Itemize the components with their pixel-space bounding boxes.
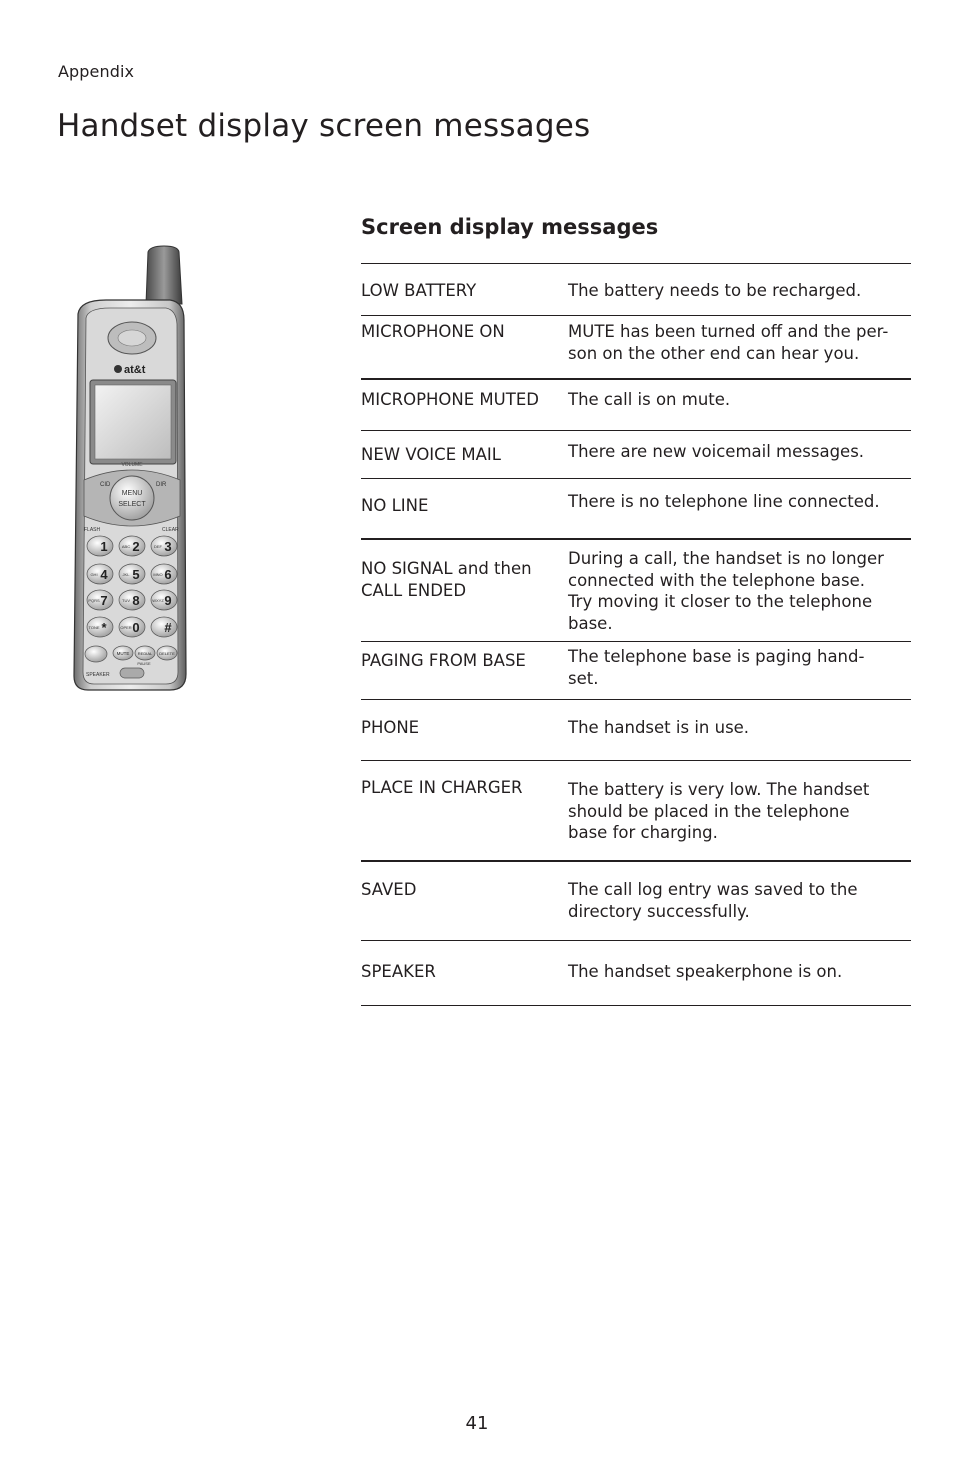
message-term: MICROPHONE ON (361, 322, 505, 341)
message-term: PLACE IN CHARGER (361, 778, 523, 797)
keypad-digit: * (101, 620, 107, 635)
keypad-letters: TONE (88, 625, 100, 630)
keypad-letters: GHI (90, 572, 98, 577)
brand-logo: at&t (124, 364, 146, 376)
antenna (146, 246, 182, 304)
message-description: The battery is very low. The handset should be placed in the telephone base for charging. (568, 780, 870, 842)
message-description: During a call, the handset is no longer connected with the telephone base. Try moving it closer to the telephone base. (568, 549, 884, 633)
page-title: Handset display screen messages (57, 108, 591, 144)
keypad-digit: 8 (132, 593, 140, 608)
table-row (361, 264, 911, 316)
svg-text:PAUSE: PAUSE (137, 661, 151, 666)
keypad-digit: 2 (132, 539, 140, 554)
keypad-digit: 1 (100, 539, 108, 554)
table-row (361, 642, 911, 700)
message-term: PAGING FROM BASE (361, 651, 526, 670)
table-row (361, 479, 911, 540)
keypad-letters: PQRS (88, 598, 100, 603)
svg-text:REDIAL: REDIAL (137, 651, 153, 656)
svg-text:CID: CID (100, 482, 111, 488)
messages-table (361, 263, 911, 1006)
keypad-digit: 4 (100, 567, 108, 582)
keypad-digit: # (164, 620, 172, 635)
message-term: PHONE (361, 718, 420, 737)
message-description: There is no telephone line connected. (568, 492, 880, 511)
svg-text:SELECT: SELECT (118, 501, 146, 508)
message-term: NEW VOICE MAIL (361, 445, 501, 464)
message-description: The handset speakerphone is on. (568, 962, 843, 981)
keypad-letters: OPER (120, 625, 132, 630)
speaker-key (85, 646, 107, 662)
svg-text:MUTE: MUTE (116, 651, 130, 656)
svg-text:DIR: DIR (156, 482, 167, 488)
message-term: MICROPHONE MUTED (361, 390, 539, 409)
message-term: SPEAKER (361, 962, 436, 981)
keypad-letters: JKL (122, 572, 130, 577)
table-row (361, 700, 911, 761)
svg-text:CLEAR: CLEAR (162, 527, 179, 533)
menu-select-button (110, 476, 154, 520)
keypad-digit: 3 (164, 539, 172, 554)
table-row (361, 761, 911, 862)
keypad-letters: MNO (153, 572, 163, 577)
message-description: The call is on mute. (568, 390, 731, 409)
svg-text:FLASH: FLASH (84, 527, 101, 533)
keypad-letters: ABC (121, 544, 131, 549)
message-description: MUTE has been turned off and the per- son on the other end can hear you. (568, 322, 889, 363)
page-number: 41 (465, 1413, 489, 1434)
keypad-digit: 5 (132, 567, 140, 582)
svg-text:MENU: MENU (121, 490, 143, 497)
table-row (361, 316, 911, 380)
section-label: Appendix (58, 62, 135, 81)
keypad-digit: 9 (164, 593, 172, 608)
message-term: SAVED (361, 880, 417, 899)
microphone-grill (120, 668, 144, 678)
table-row (361, 380, 911, 431)
message-term: NO SIGNAL and then CALL ENDED (361, 559, 532, 600)
keypad-digit: 7 (100, 593, 108, 608)
svg-text:VOLUME: VOLUME (121, 462, 143, 468)
message-description: The handset is in use. (568, 718, 750, 737)
keypad-digit: 6 (164, 567, 172, 582)
keypad-digit: 0 (132, 620, 140, 635)
message-description: There are new voicemail messages. (568, 442, 865, 461)
table-row (361, 540, 911, 642)
table-row (361, 862, 911, 941)
table-row (361, 431, 911, 479)
message-description: The telephone base is paging hand- set. (568, 647, 865, 688)
message-term: LOW BATTERY (361, 281, 477, 300)
message-term: NO LINE (361, 496, 429, 515)
svg-text:SPEAKER: SPEAKER (86, 672, 110, 678)
keypad-letters: TUV (122, 598, 130, 603)
svg-text:DELETE: DELETE (159, 651, 175, 656)
table-row (361, 941, 911, 1006)
keypad-letters: DEF (154, 544, 162, 549)
message-description: The call log entry was saved to the directory successfully. (568, 880, 858, 921)
handset-illustration (66, 244, 192, 694)
message-description: The battery needs to be recharged. (568, 281, 862, 300)
keypad-letters: WXYZ (152, 598, 164, 603)
table-title: Screen display messages (361, 215, 659, 239)
